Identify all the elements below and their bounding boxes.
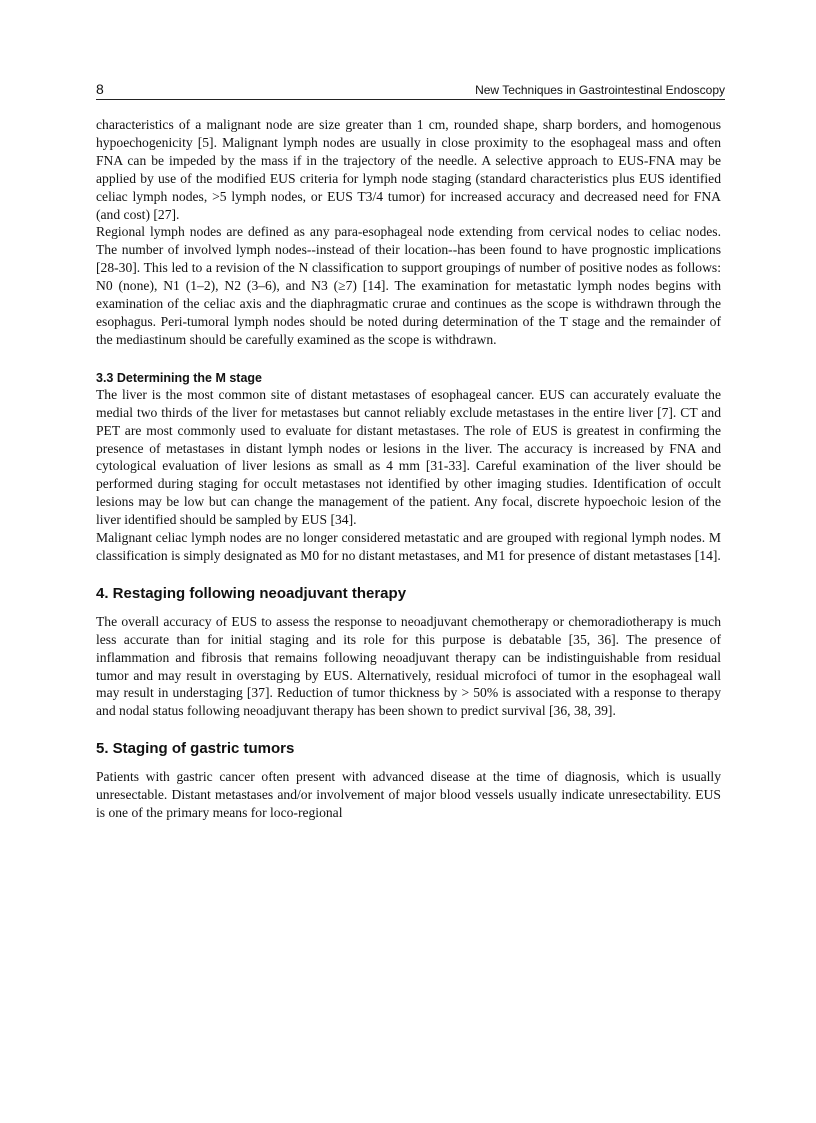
paragraph-gastric-tumors: Patients with gastric cancer often present with advanced disease at the time of diagnosis, which is usually unresectable. Distant metastases and/or involvement of major blood vessels usually indicate unresectability. EUS is one of the primary means for loco-regional: [96, 769, 721, 821]
paragraph-lymph-node-characteristics: characteristics of a malignant node are size greater than 1 cm, rounded shape, sharp borders, and homogenous hypoechogenicity [5]. Malignant lymph nodes are usually in close proximity to the esophageal mass and often FNA can be impeded by the mass if in the trajectory of the needle. A selective approach to EUS-FNA may be applied by use of the modified EUS criteria for lymph node staging (standard characteristics plus EUS identified celiac lymph nodes, >5 lymph nodes, or EUS T3/4 tumor) for increased accuracy and decreased need for FNA (and cost) [27].: [96, 117, 721, 222]
heading-restaging: 4. Restaging following neoadjuvant therapy: [96, 584, 407, 602]
page-number: 8: [96, 81, 104, 97]
heading-gastric-tumors: 5. Staging of gastric tumors: [96, 740, 295, 758]
running-header: [96, 79, 725, 100]
page-body: [96, 116, 721, 822]
paragraph-restaging: The overall accuracy of EUS to assess the response to neoadjuvant chemotherapy or chemoradiotherapy is much less accurate than for initial staging and its role for this purpose is debatable [35, 36]. The presence of inflammation and fibrosis that remains following neoadjuvant therapy can be indistinguishable from residual tumor and may result in overstaging by EUS. Alternatively, residual microfoci of tumor in the esophageal wall may result in understaging [37]. Reduction of tumor thickness by > 50% is associated with a response to therapy and nodal status following neoadjuvant therapy has been shown to predict survival [36, 38, 39].: [96, 613, 721, 719]
paragraph-regional-lymph-nodes: Regional lymph nodes are defined as any para-esophageal node extending from cervical nodes to celiac nodes. The number of involved lymph nodes--instead of their location--has been found to have prognostic implications [28-30]. This led to a revision of the N classification to support groupings of number of positive nodes as follows: N0 (none), N1 (1–2), N2 (3–6), and N3 (≥7) [14]. The examination for metastatic lymph nodes begins with examination of the celiac axis and the diaphragmatic crurae and continues as the scope is withdrawn through the esophagus. Peri-tumoral lymph nodes should be noted during determination of the T stage and the remainder of the mediastinum should be carefully examined as the scope is withdrawn.: [96, 224, 721, 347]
heading-m-stage: 3.3 Determining the M stage: [96, 370, 263, 385]
paragraph-celiac-lymph-nodes: Malignant celiac lymph nodes are no longer considered metastatic and are grouped with regional lymph nodes. M classification is simply designated as M0 for no distant metastases, and M1 for presence of distant metastases [14].: [96, 530, 721, 563]
paragraph-liver-metastases: The liver is the most common site of distant metastases of esophageal cancer. EUS can accurately evaluate the medial two thirds of the liver for metastases but cannot reliably exclude metastases in the entire liver [7]. CT and PET are most commonly used to evaluate for distant metastases. The role of EUS is greatest in confirming the presence of metastases in distant lymph nodes or lesions in the liver. The accuracy is increased by FNA and cytological evaluation of liver lesions as small as 4 mm [31-33]. Careful examination of the liver should be performed during staging for occult metastases not identified by other imaging studies. Identification of occult lesions may be low but can change the management of the patient. Any focal, discrete hypoechoic lesion of the liver identified should be sampled by EUS [34].: [96, 386, 721, 528]
running-title: New Techniques in Gastrointestinal Endoscopy: [475, 83, 725, 97]
